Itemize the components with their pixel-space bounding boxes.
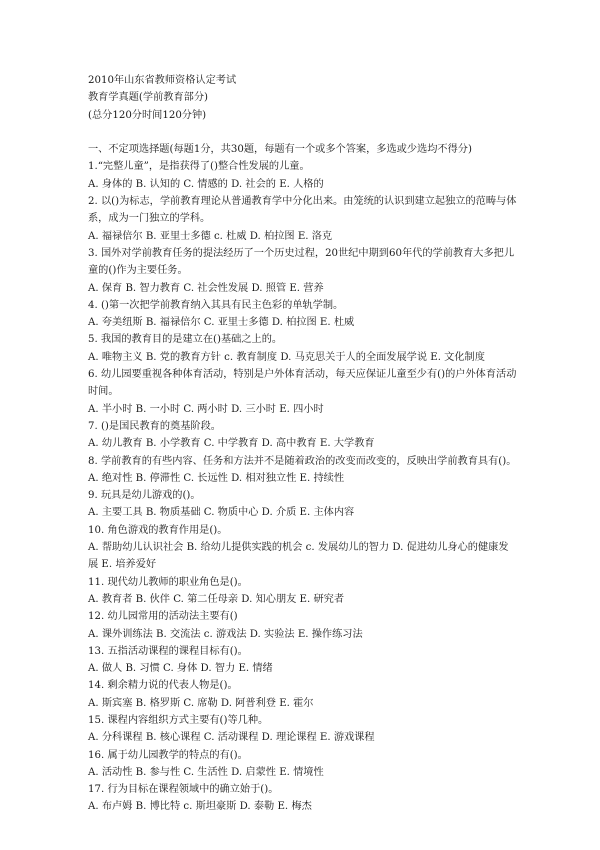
question-text: 1.“完整儿童”，是指获得了()整合性发展的儿童。: [88, 161, 310, 173]
question-text: 3. 国外对学前教育任务的提法经历了一个历史过程，20世纪中期到60年代的学前教育大多把儿童的()作为主要任务。: [88, 247, 515, 277]
answer-options: A. 做人 B. 习惯 C. 身体 D. 智力 E. 情绪: [88, 663, 273, 675]
answer-options: A. 保育 B. 智力教育 C. 社会性发展 D. 照管 E. 营养: [88, 282, 324, 294]
answer-options: A. 唯物主义 B. 党的教育方针 c. 教育制度 D. 马克思关于人的全面发展学说 E. 文化制度: [88, 351, 485, 363]
question-text: 7. ()是国民教育的奠基阶段。: [88, 420, 221, 432]
document-body: [88, 72, 518, 816]
question-text: 13. 五指活动课程的课程目标有()。: [88, 645, 248, 657]
question-text: 8. 学前教育的有些内容、任务和方法并不是随着政治的改变而改变的，反映出学前教育具有()。: [88, 455, 517, 467]
question-text: 16. 属于幼儿园教学的特点的有()。: [88, 749, 248, 761]
blank-line: [88, 124, 518, 141]
question-list: [88, 158, 518, 815]
answer-options: A. 半小时 B. 一小时 C. 两小时 D. 三小时 E. 四小时: [88, 403, 324, 415]
answer-options: A. 活动性 B. 参与性 C. 生活性 D. 启蒙性 E. 情境性: [88, 766, 324, 778]
section-heading: 一、不定项选择题(每题1分，共30题，每题有一个或多个答案，多选或少选均不得分): [88, 144, 472, 156]
question-text: 2. 以()为标志，学前教育理论从普通教育学中分化出来。由笼统的认识到建立起独立的范畴与体系，成为一门独立的学科。: [88, 196, 517, 225]
question-text: 11. 现代幼儿教师的职业角色是()。: [88, 576, 248, 588]
answer-options: A. 课外训练法 B. 交流法 c. 游戏法 D. 实验法 E. 操作练习法: [88, 628, 363, 640]
answer-options: A. 分科课程 B. 核心课程 C. 活动课程 D. 理论课程 E. 游戏课程: [88, 732, 375, 744]
question-text: 14. 剩余精力说的代表人物是()。: [88, 680, 238, 692]
answer-options: A. 斯宾塞 B. 格罗斯 C. 席勒 D. 阿普利登 E. 霍尔: [88, 697, 314, 709]
question-text: 10. 角色游戏的教育作用是()。: [88, 524, 228, 536]
exam-meta: (总分120分时间120分钟): [88, 109, 207, 121]
answer-options: A. 夸美纽斯 B. 福禄倍尔 C. 亚里士多德 D. 柏拉图 E. 杜威: [88, 317, 355, 329]
answer-options: A. 绝对性 B. 停滞性 C. 长远性 D. 相对独立性 E. 持续性: [88, 472, 345, 484]
answer-options: A. 身体的 B. 认知的 C. 情感的 D. 社会的 E. 人格的: [88, 178, 324, 190]
question-text: 12. 幼儿园常用的活动法主要有(): [88, 611, 238, 623]
answer-options: A. 福禄倍尔 B. 亚里士多德 c. 杜威 D. 柏拉图 E. 洛克: [88, 230, 333, 242]
question-text: 6. 幼儿园要重视各种体育活动，特别是户外体育活动，每天应保证儿童至少有()的户外体育活动时间。: [88, 369, 517, 398]
question-text: 4. ()第一次把学前教育纳入其具有民主色彩的单轨学制。: [88, 299, 344, 311]
question-text: 15. 课程内容组织方式主要有()等几种。: [88, 714, 269, 726]
answer-options: A. 布卢姆 B. 博比特 c. 斯坦豪斯 D. 泰勒 E. 梅杰: [88, 801, 312, 813]
question-text: 5. 我国的教育目的是建立在()基础之上的。: [88, 334, 283, 346]
exam-subtitle: 教育学真题(学前教育部分): [88, 92, 209, 104]
answer-options: A. 幼儿教育 B. 小学教育 C. 中学教育 D. 高中教育 E. 大学教育: [88, 438, 375, 450]
answer-options: A. 帮助幼儿认识社会 B. 给幼儿提供实践的机会 c. 发展幼儿的智力 D. 促进幼儿身心的健康发展 E. 培养爱好: [88, 542, 509, 571]
question-text: 17. 行为目标在课程领域中的确立始于()。: [88, 784, 279, 796]
question-text: 9. 玩具是幼儿游戏的()。: [88, 490, 201, 502]
answer-options: A. 教育者 B. 伙伴 C. 第二任母亲 D. 知心朋友 E. 研究者: [88, 593, 345, 605]
exam-title: 2010年山东省教师资格认定考试: [88, 75, 237, 86]
answer-options: A. 主要工具 B. 物质基础 C. 物质中心 D. 介质 E. 主体内容: [88, 507, 355, 519]
